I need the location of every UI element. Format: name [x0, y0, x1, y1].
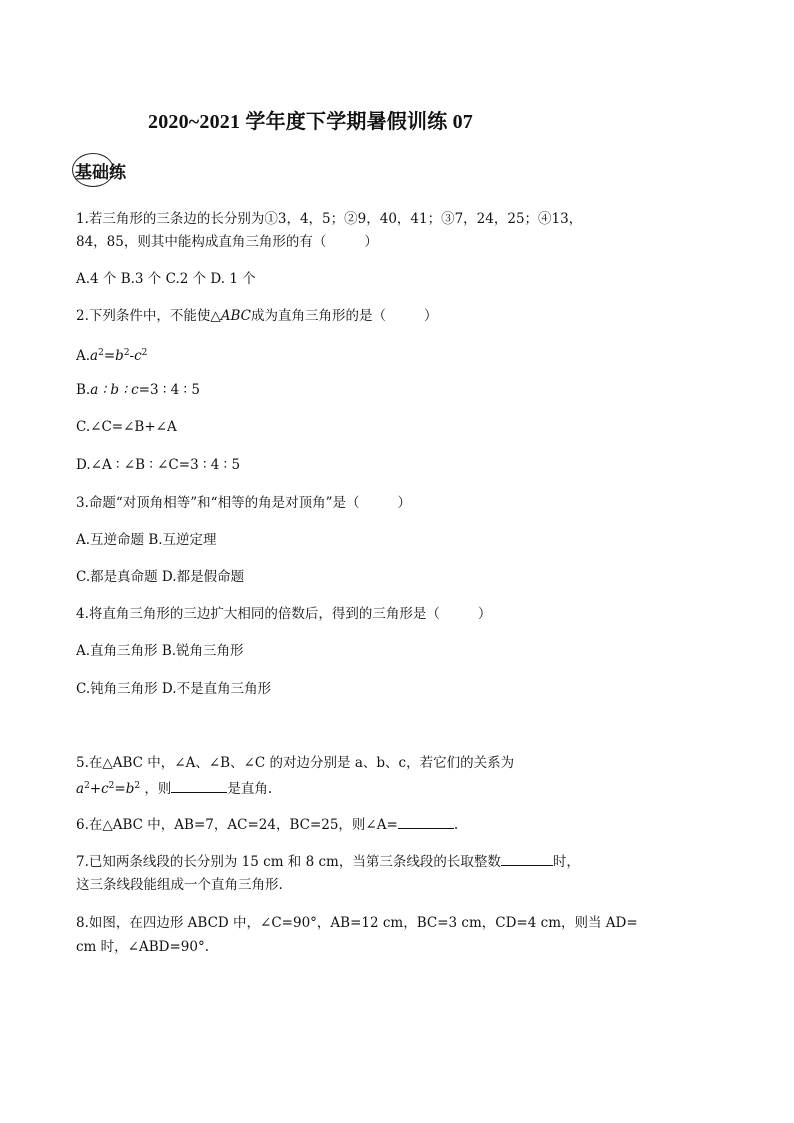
- q2-option-b-ratio: a ∶ b ∶ c: [90, 382, 139, 398]
- q2-stem-a: 2.下列条件中，不能使△: [76, 308, 221, 324]
- section-label: 基础练: [75, 162, 126, 183]
- q5-stem-line2: [76, 777, 272, 798]
- q7-stem-line1: [76, 853, 580, 871]
- q7-tail: 时，: [552, 854, 580, 870]
- q7-text: 7.已知两条线段的长分别为 15 cm 和 8 cm，当第三条线段的长取整数: [76, 854, 501, 870]
- q3-stem-b: ）: [397, 495, 411, 511]
- q1-stem-line2: [76, 233, 378, 251]
- q3-stem-a: 3.命题“对顶角相等”和“相等的角是对顶角”是（: [76, 495, 360, 511]
- q2-option-b-tail: =3 ∶ 4 ∶ 5: [138, 382, 200, 398]
- q2-option-b: [76, 381, 200, 399]
- q2-stem-c: ）: [424, 308, 438, 324]
- q6-text: 6.在△ABC 中，AB=7，AC=24，BC=25，则∠A=: [76, 817, 398, 833]
- q2-option-b-label: B.: [76, 382, 91, 398]
- q2-stem-b: 成为直角三角形的是（: [251, 308, 387, 324]
- q7-answer-blank[interactable]: [501, 853, 553, 866]
- page-title: 2020~2021 学年度下学期暑假训练 07: [148, 111, 474, 133]
- q4-options-ab: A.直角三角形 B.锐角三角形: [76, 643, 244, 659]
- q4-stem-a: 4.将直角三角形的三边扩大相同的倍数后，得到的三角形是（: [76, 606, 440, 622]
- q5-tail: 是直角.: [227, 781, 273, 797]
- q6-end: .: [453, 817, 459, 833]
- q4-stem-b: ）: [477, 606, 492, 622]
- q1-stem-line2-text: 84，85，则其中能构成直角三角形的有（: [76, 234, 327, 250]
- q2-stem-var: ABC: [220, 308, 252, 324]
- q8-stem-line1: 8.如图，在四边形 ABCD 中，∠C=90°，AB=12 cm，BC=3 cm，CD=4 cm，则当 AD=: [76, 915, 638, 931]
- q2-option-a-label: A.: [76, 348, 91, 364]
- q5-answer-blank[interactable]: [171, 780, 227, 793]
- q3-stem: [76, 494, 411, 512]
- q8-stem-line2: cm 时，∠ABD=90°.: [76, 939, 209, 955]
- q7-stem-line2: 这三条线段能组成一个直角三角形.: [76, 877, 283, 893]
- q4-stem: [76, 605, 491, 623]
- q6-answer-blank[interactable]: [398, 816, 454, 829]
- q5-relation: $a^2+c^2=b^2$: [76, 781, 141, 797]
- q2-option-a: $A.a^2=b^2-c^2$: [76, 348, 148, 364]
- q5-then: ，则: [144, 781, 172, 797]
- q5-stem-line1: 5.在△ABC 中，∠A、∠B、∠C 的对边分别是 a、b、c，若它们的关系为: [76, 755, 515, 771]
- q4-options-cd: C.钝角三角形 D.不是直角三角形: [76, 681, 272, 697]
- section-badge: [72, 153, 126, 187]
- q1-stem-line1: 1.若三角形的三条边的长分别为①3，4，5；②9，40，41；③7，24，25；④13，: [76, 211, 583, 227]
- q6-stem: [76, 816, 458, 834]
- q2-stem: [76, 307, 438, 325]
- q2-option-c: C.∠C=∠B+∠A: [76, 419, 177, 435]
- q1-options: A.4 个 B.3 个 C.2 个 D. 1 个: [76, 271, 256, 287]
- q3-options-ab: A.互逆命题 B.互逆定理: [76, 532, 217, 548]
- q1-paren-close: ）: [364, 234, 378, 250]
- q2-option-d: D.∠A ∶ ∠B ∶ ∠C=3 ∶ 4 ∶ 5: [76, 457, 241, 473]
- q3-options-cd: C.都是真命题 D.都是假命题: [76, 569, 245, 585]
